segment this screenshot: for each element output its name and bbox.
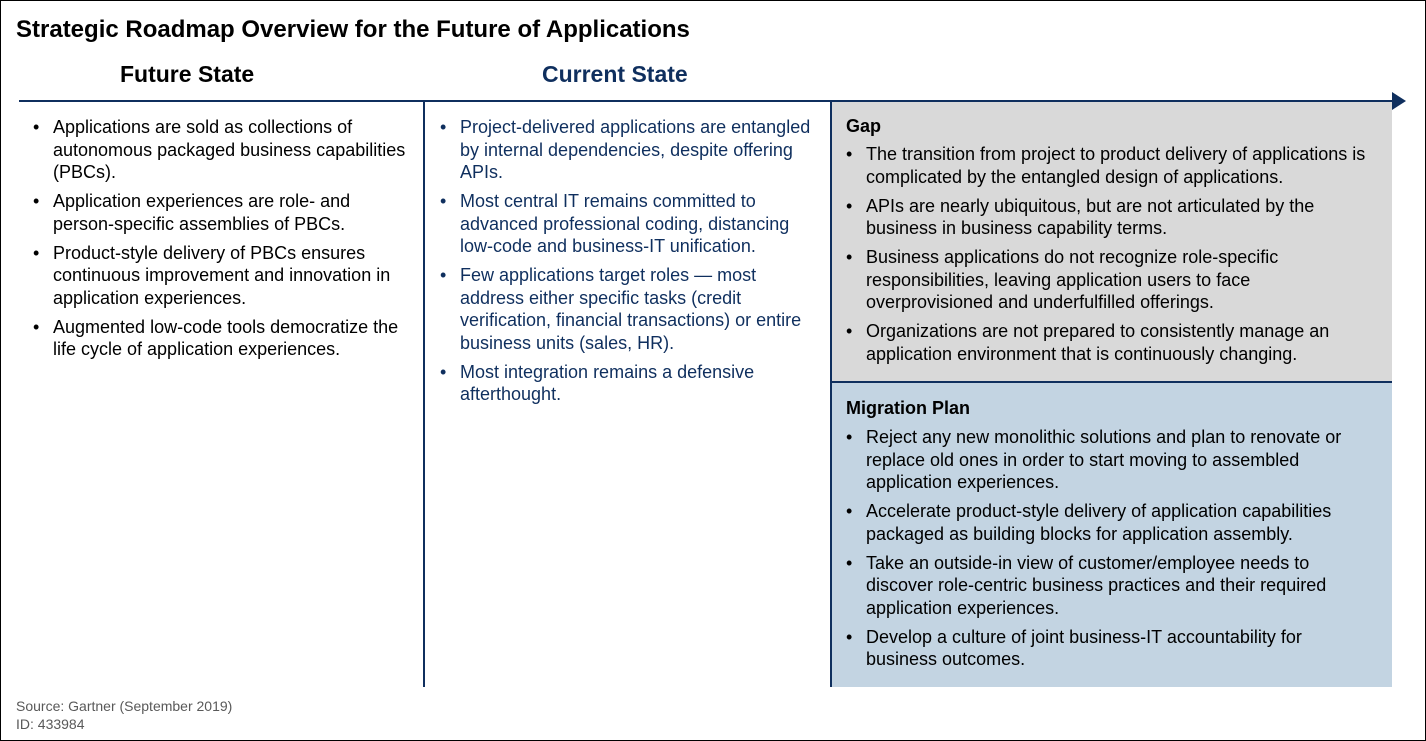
current-state-list [440, 116, 822, 412]
current-state-item: • Few applications target roles — most address either specific tasks (credit verification, financial transactions) or entire business units (sales, HR). [440, 264, 822, 354]
column-divider-1 [423, 102, 425, 687]
migration-plan-heading: Migration Plan [846, 398, 971, 418]
page-title: Strategic Roadmap Overview for the Future of Applications [16, 16, 690, 43]
future-state-item: • Augmented low-code tools democratize the life cycle of application experiences. [33, 316, 413, 361]
current-state-item: • Most integration remains a defensive afterthought. [440, 361, 822, 406]
future-state-item: • Product-style delivery of PBCs ensures continuous improvement and innovation in application experiences. [33, 242, 413, 310]
migration-plan-item: • Develop a culture of joint business-IT accountability for business outcomes. [846, 626, 1376, 671]
gap-item: • Organizations are not prepared to consistently manage an application environment that is continuously changing. [846, 320, 1376, 365]
future-state-heading: Future State [120, 61, 255, 87]
future-state-item: • Applications are sold as collections of autonomous packaged business capabilities (PBCs). [33, 116, 413, 184]
migration-plan-item: • Accelerate product-style delivery of application capabilities packaged as building blocks for application assembly. [846, 500, 1376, 545]
gap-item: • Business applications do not recognize role-specific responsibilities, leaving application users to face overprovisioned and underfulfilled offerings. [846, 246, 1376, 314]
current-state-item: • Most central IT remains committed to advanced professional coding, distancing low-code and business-IT unification. [440, 190, 822, 258]
gap-list [846, 143, 1376, 372]
gap-heading: Gap [846, 116, 882, 136]
future-state-list [33, 116, 413, 367]
document-id: ID: 433984 [16, 716, 85, 732]
gap-item: • The transition from project to product delivery of applications is complicated by the entangled design of applications. [846, 143, 1376, 188]
source-text: Source: Gartner (September 2019) [16, 698, 233, 714]
current-state-heading: Current State [542, 61, 688, 87]
current-state-item: • Project-delivered applications are entangled by internal dependencies, despite offering APIs. [440, 116, 822, 184]
migration-plan-panel [832, 383, 1392, 687]
future-state-item: • Application experiences are role- and person-specific assemblies of PBCs. [33, 190, 413, 235]
migration-plan-item: • Take an outside-in view of customer/employee needs to discover role-centric business practices and their required application experiences. [846, 552, 1376, 620]
migration-plan-item: • Reject any new monolithic solutions and plan to renovate or replace old ones in order to start moving to assembled application experiences. [846, 426, 1376, 494]
gap-panel [832, 102, 1392, 381]
migration-plan-list [846, 426, 1376, 677]
source-note [16, 697, 232, 733]
gap-item: • APIs are nearly ubiquitous, but are not articulated by the business in business capability terms. [846, 195, 1376, 240]
timeline-arrowhead-icon [1392, 92, 1406, 110]
